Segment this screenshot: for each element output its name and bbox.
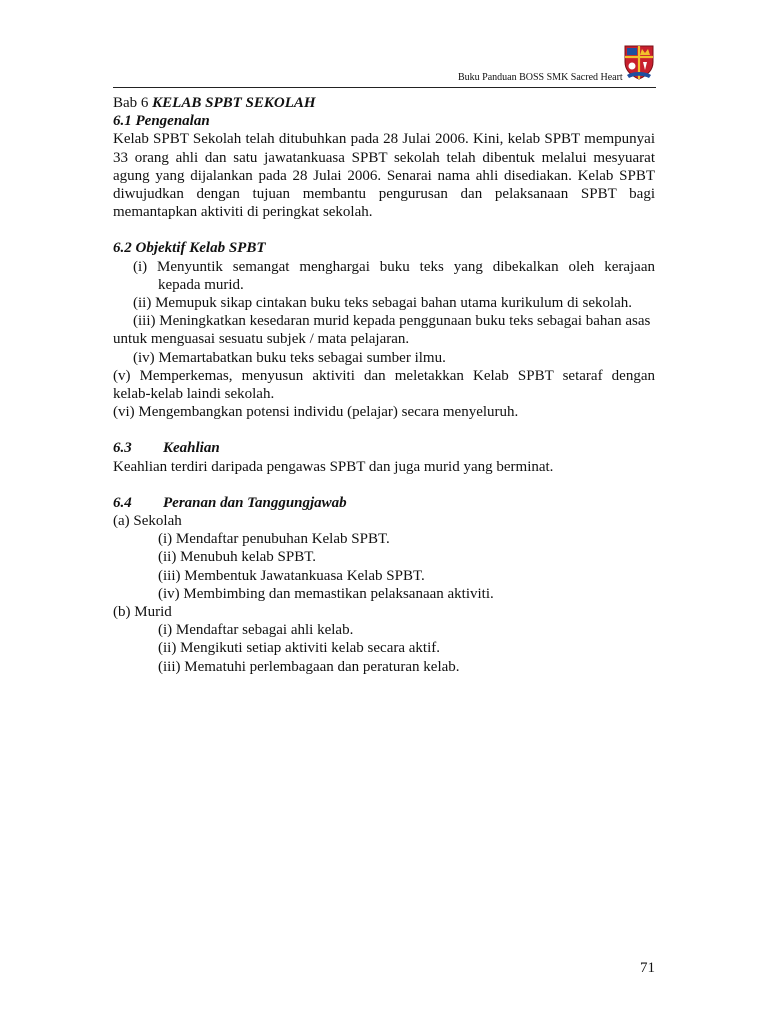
objective-item-continuation: untuk menguasai sesuatu subjek / mata pelajaran. <box>113 331 410 348</box>
s63-paragraph: Keahlian terdiri daripada pengawas SPBT dan juga murid yang berminat. <box>113 458 554 475</box>
sekolah-label: (a) Sekolah <box>113 513 182 530</box>
chapter-name: KELAB SPBT SEKOLAH <box>152 95 316 111</box>
s61-paragraph-line: Kelab SPBT Sekolah telah ditubuhkan pada 28 Julai 2006. Kini, kelab SPBT mempunyai <box>113 131 655 148</box>
objective-item: (vi) Mengembangkan potensi individu (pelajar) secara menyeluruh. <box>113 404 519 421</box>
sekolah-item: (iv) Membimbing dan memastikan pelaksanaan aktiviti. <box>158 585 494 602</box>
section-number: 6.4 <box>113 494 132 511</box>
s61-paragraph-line: memantapkan aktiviti di peringkat sekolah. <box>113 204 373 221</box>
s61-paragraph-line: diwujudkan dengan tujuan membantu pengurusan dan pelaksanaan SPBT bagi <box>113 186 655 203</box>
murid-item: (i) Mendaftar sebagai ahli kelab. <box>158 622 354 639</box>
murid-item: (iii) Mematuhi perlembagaan dan peraturan kelab. <box>158 658 460 675</box>
section-6-2-heading: 6.2 Objektif Kelab SPBT <box>113 240 266 257</box>
school-crest-icon <box>623 44 655 80</box>
document-body <box>113 94 655 676</box>
section-number: 6.3 <box>113 440 132 457</box>
s61-paragraph-line: 33 orang ahli dan satu jawatankuasa SPBT sekolah telah dibentuk melalui mesyuarat <box>113 149 655 166</box>
sekolah-item: (i) Mendaftar penubuhan Kelab SPBT. <box>158 531 390 548</box>
chapter-prefix: Bab 6 <box>113 95 153 111</box>
sekolah-item: (ii) Menubuh kelab SPBT. <box>158 549 317 566</box>
page-number: 71 <box>640 960 655 976</box>
objective-item: (i) Menyuntik semangat menghargai buku teks yang dibekalkan oleh kerajaan <box>133 258 655 275</box>
header-divider <box>113 87 656 88</box>
section-title: Peranan dan Tanggungjawab <box>163 494 347 511</box>
objective-item-continuation: kepada murid. <box>158 276 244 293</box>
chapter-title <box>113 94 655 112</box>
section-title: Keahlian <box>163 440 220 457</box>
running-header: Buku Panduan BOSS SMK Sacred Heart <box>458 72 623 83</box>
objective-item: (iii) Meningkatkan kesedaran murid kepada penggunaan buku teks sebagai bahan asas <box>133 313 651 330</box>
section-6-1-heading: 6.1 Pengenalan <box>113 113 210 130</box>
objective-item: (ii) Memupuk sikap cintakan buku teks sebagai bahan utama kurikulum di sekolah. <box>133 295 633 312</box>
objective-item: (v) Memperkemas, menyusun aktiviti dan meletakkan Kelab SPBT setaraf dengan <box>113 367 655 384</box>
section-6-4-heading <box>113 494 655 512</box>
sekolah-item: (iii) Membentuk Jawatankuasa Kelab SPBT. <box>158 567 425 584</box>
murid-item: (ii) Mengikuti setiap aktiviti kelab secara aktif. <box>158 640 440 657</box>
s61-paragraph-line: agung yang dijalankan pada 28 Julai 2006. Senarai nama ahli disediakan. Kelab SPBT <box>113 167 655 184</box>
objective-item: (iv) Memartabatkan buku teks sebagai sumber ilmu. <box>133 349 446 366</box>
section-6-3-heading <box>113 439 655 457</box>
murid-label: (b) Murid <box>113 604 172 621</box>
objective-item-continuation: kelab-kelab laindi sekolah. <box>113 386 275 403</box>
